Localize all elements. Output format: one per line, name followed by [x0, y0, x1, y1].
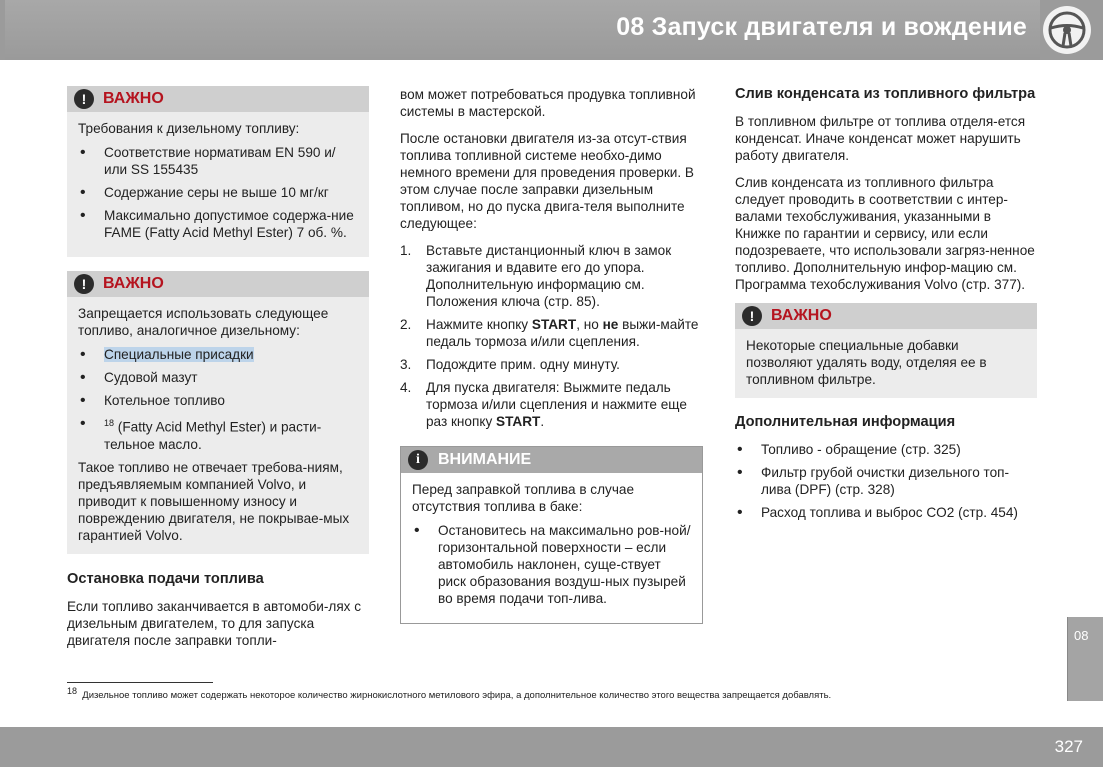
step-text: , но — [576, 317, 603, 332]
section-title: Слив конденсата из топливного фильтра — [735, 86, 1036, 102]
note-header — [401, 447, 702, 473]
important-header — [67, 271, 369, 297]
start-label: START — [496, 414, 541, 429]
step-text: Нажмите кнопку — [426, 317, 532, 332]
footnote-text: Дизельное топливо может содержать некоторое количество жирнокислотного метилового эфира, а дополнительное количество этого вещества запрещается добавлять. — [82, 690, 832, 702]
paragraph: В топливном фильтре от топлива отделя-ется конденсат. Иначе конденсат может нарушить работу двигателя. — [735, 114, 1026, 163]
list-item: • Котельное топливо — [78, 392, 358, 409]
section-title: Дополнительная информация — [735, 414, 956, 430]
list-item — [78, 415, 358, 453]
important-label: ВАЖНО — [771, 307, 832, 324]
step-text: Для пуска двигателя: Выжмите педаль тормоза и/или сцепления и нажмите еще раз кнопку — [426, 380, 687, 429]
step-number: 3. — [400, 357, 412, 372]
exclamation-icon: ! — [74, 89, 94, 109]
related-link[interactable]: • Топливо - обращение (стр. 325) — [735, 441, 1037, 458]
step-number: 1. — [400, 243, 412, 258]
start-label: START — [531, 317, 577, 332]
exclamation-icon: ! — [742, 306, 762, 326]
footnote — [67, 686, 831, 701]
chapter-title: 08 Запуск двигателя и вождение — [616, 13, 1027, 41]
footnote-ref[interactable]: 18 — [104, 418, 115, 428]
page-number: 327 — [1054, 737, 1083, 756]
important-header — [735, 303, 1037, 329]
step-text: Вставьте дистанционный ключ в замок зажигания и вдавите его до упора. Дополнительную информацию см. Положения ключа (стр. 85). — [426, 243, 672, 309]
paragraph: После остановки двигателя из-за отсут-ствия топлива топливной системе необхо-димо немного времени для проведения проверки. В этом случае после заправки дизельным топливом, но до пуска двига-теля выполните следующее: — [400, 131, 694, 231]
column-2 — [400, 86, 703, 624]
step-item — [400, 242, 703, 310]
important-box-fuel-requirements — [67, 86, 369, 257]
column-3 — [735, 86, 1037, 527]
note-intro: Перед заправкой топлива в случае отсутствия топлива в баке: — [412, 482, 635, 514]
important-intro: Запрещается использовать следующее топливо, аналогичное дизельному: — [78, 306, 329, 338]
important-intro: Требования к дизельному топливу: — [78, 121, 300, 136]
important-label: ВАЖНО — [103, 275, 164, 292]
important-box-additives — [735, 303, 1037, 398]
list-item: • Судовой мазут — [78, 369, 358, 386]
important-label: ВАЖНО — [103, 90, 164, 107]
important-header — [67, 86, 369, 112]
step-number: 2. — [400, 317, 412, 332]
step-item — [400, 379, 703, 430]
section-text: Если топливо заканчивается в автомоби-лях с дизельным двигателем, то для запуска двигателя после заправки топли- — [67, 598, 362, 648]
step-number: 4. — [400, 380, 412, 395]
step-text: . — [540, 414, 545, 429]
list-item: • Содержание серы не выше 10 мг/кг — [78, 184, 358, 201]
footnote-divider — [67, 682, 213, 683]
list-item: • Соответствие нормативам EN 590 и/или SS 155435 — [78, 144, 358, 178]
list-item — [78, 346, 358, 363]
step-item — [400, 316, 703, 350]
emphasis: не — [602, 317, 619, 332]
important-outro: Такое топливо не отвечает требова-ниям, предъявляемым компанией Volvo, и приводит к повышенному износу и повреждению двигателя, не покрывае-мых гарантией Volvo. — [78, 459, 350, 543]
info-icon: i — [408, 450, 428, 470]
note-box — [400, 446, 703, 624]
list-item-text: (Fatty Acid Methyl Ester) и расти-тельное масло. — [104, 419, 322, 452]
steering-wheel-icon — [1043, 6, 1091, 54]
note-label: ВНИМАНИЕ — [438, 451, 532, 468]
section-title: Остановка подачи топлива — [67, 570, 264, 587]
footer-bar — [0, 727, 1103, 767]
important-box-forbidden-fuels — [67, 271, 369, 554]
chapter-tab-label: 08 — [1074, 628, 1089, 643]
step-text: Подождите прим. одну минуту. — [426, 357, 620, 372]
important-text: Некоторые специальные добавки позволяют удалять воду, отделяя ее в топливном фильтре. — [746, 338, 987, 387]
paragraph: вом может потребоваться продувка топливной системы в мастерской. — [400, 87, 696, 119]
paragraph: Слив конденсата из топливного фильтра следует проводить в соответствии с интер-валами техобслуживания, указанными в Книжке по гарантии и сервису, или если подозреваете, что использовали загряз-ненное топливо. Дополнительную инфор-мацию см. Программа техобслуживания Volvo (стр. 377). — [735, 175, 1035, 292]
list-item: • Остановитесь на максимально ров-ной/горизонтальной поверхности – если автомобиль наклонен, суще-ствует риск образования воздуш-ных пузырей во время подачи топ-лива. — [412, 522, 691, 607]
step-text: выжи-майте педаль тормоза и/или сцепления. — [426, 317, 699, 349]
step-item — [400, 356, 703, 373]
column-1 — [67, 86, 369, 659]
exclamation-icon: ! — [74, 274, 94, 294]
highlighted-text[interactable]: Специальные присадки — [104, 347, 254, 362]
list-item: • Максимально допустимое содержа-ние FAME (Fatty Acid Methyl Ester) 7 об. %. — [78, 207, 358, 241]
related-link[interactable]: • Фильтр грубой очистки дизельного топ-лива (DPF) (стр. 328) — [735, 464, 1037, 498]
footnote-mark: 18 — [67, 686, 78, 696]
related-link[interactable]: • Расход топлива и выброс CO2 (стр. 454) — [735, 504, 1037, 521]
chapter-tab[interactable] — [1067, 617, 1103, 701]
